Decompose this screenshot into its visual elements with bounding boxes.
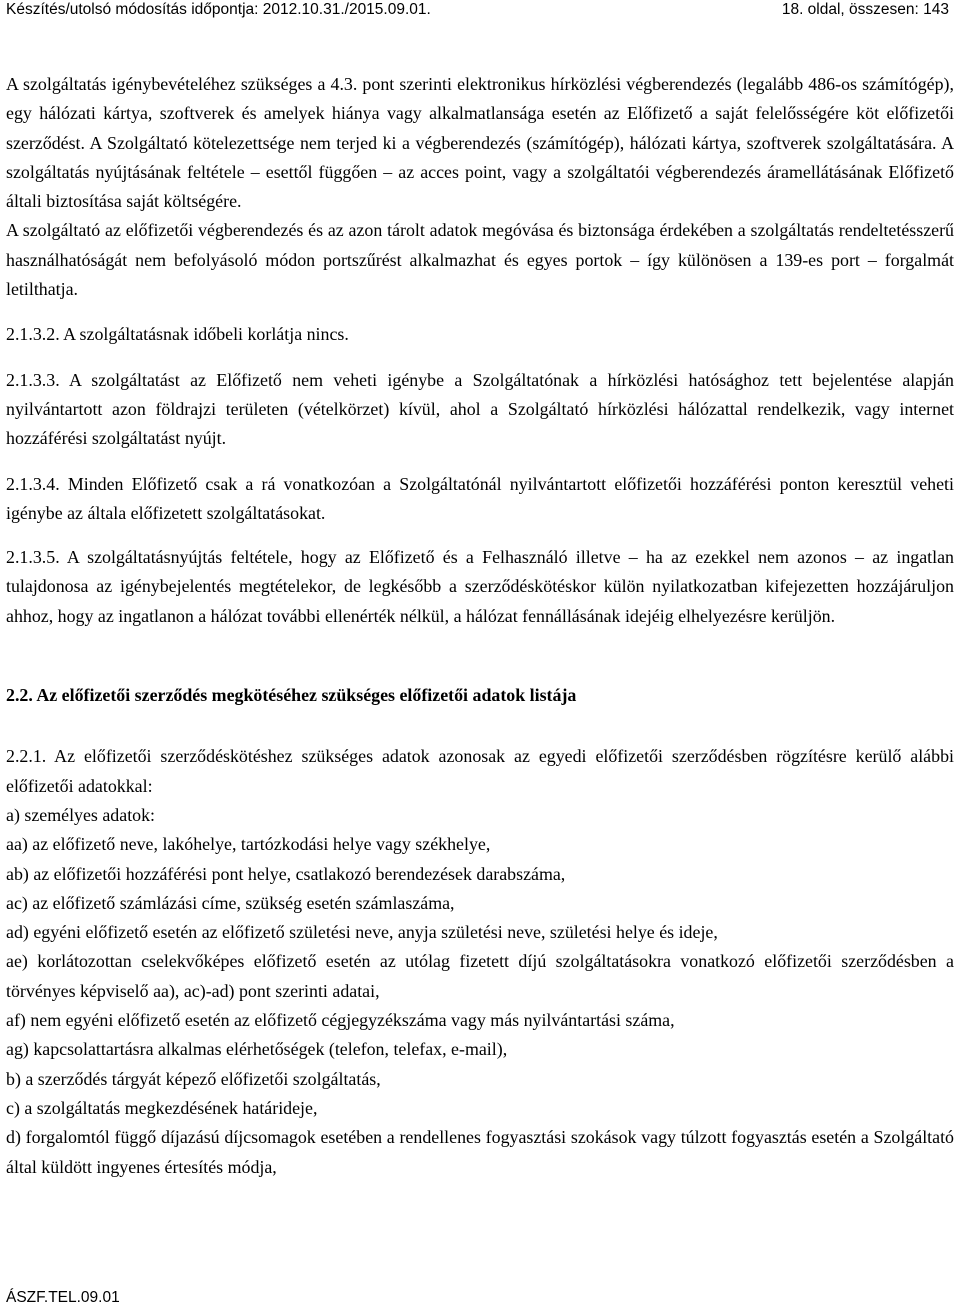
- paragraph-2-2-1: 2.2.1. Az előfizetői szerződéskötéshez szükséges adatok azonosak az egyedi előfizetői szerződésben rögzítésre kerülő alábbi előfizetői adatokkal:: [6, 746, 954, 796]
- list-item: ac) az előfizető számlázási címe, szükség esetén számlaszáma,: [6, 892, 455, 913]
- list-item: ad) egyéni előfizető esetén az előfizető születési neve, anyja születési neve, születési helye és ideje,: [6, 922, 718, 943]
- section-heading-2-2: 2.2. Az előfizetői szerződés megkötéséhez szükséges előfizetői adatok listája: [6, 685, 577, 706]
- list-item: a) személyes adatok:: [6, 804, 156, 825]
- paragraph-port-filtering: A szolgáltató az előfizetői végberendezés és az azon tárolt adatok megóvása és biztonsága érdekében a szolgáltatás rendeltetésszerű használhatóságát nem befolyásoló módon portszűrést alkalmazhat és egyes portok – így különösen a 139-es port – forgalmát letilthatja.: [6, 220, 954, 300]
- paragraph-2-1-3-3: 2.1.3.3. A szolgáltatást az Előfizető nem veheti igénybe a Szolgáltatónak a hírközlési hatósághoz tett bejelentése alapján nyilvántartott azon földrajzi területen (vételkörzet) kívül, ahol a Szolgáltató hírközlési hálózattal rendelkezik, vagy internet hozzáférési szolgáltatást nyújt.: [6, 369, 954, 449]
- list-item: aa) az előfizető neve, lakóhelye, tartózkodási helye vagy székhelye,: [6, 834, 491, 855]
- list-item: ab) az előfizetői hozzáférési pont helye, csatlakozó berendezések darabszáma,: [6, 863, 566, 884]
- list-item: af) nem egyéni előfizető esetén az előfizető cégjegyzékszáma vagy más nyilvántartási száma,: [6, 1010, 675, 1031]
- document-code-footer: ÁSZF.TEL.09.01: [6, 1289, 120, 1306]
- list-item: d) forgalomtól függő díjazású díjcsomagok esetében a rendellenes fogyasztási szokások vagy túlzott fogyasztás esetén a Szolgáltató által küldött ingyenes értesítés módja,: [6, 1127, 954, 1177]
- paragraph-2-1-3-4: 2.1.3.4. Minden Előfizető csak a rá vonatkozóan a Szolgáltatónál nyilvántartott előfizetői hozzáférési ponton keresztül veheti igénybe az általa előfizetett szolgáltatásokat.: [6, 473, 954, 523]
- list-item: ag) kapcsolattartásra alkalmas elérhetőségek (telefon, telefax, e-mail),: [6, 1039, 508, 1060]
- modification-date: Készítés/utolsó módosítás időpontja: 2012.10.31./2015.09.01.: [6, 1, 431, 18]
- page-header: [6, 0, 953, 20]
- list-item: c) a szolgáltatás megkezdésének határideje,: [6, 1097, 318, 1118]
- paragraph-2-1-3-2: 2.1.3.2. A szolgáltatásnak időbeli korlátja nincs.: [6, 324, 349, 345]
- paragraph-2-1-3-5: 2.1.3.5. A szolgáltatásnyújtás feltétele, hogy az Előfizető és a Felhasználó illetve – ha az ezekkel nem azonos – az ingatlan tulajdonosa az igénybejelentés megtételekor, de legkésőbb a szerződéskötéskor külön nyilatkozatban kifejezetten hozzájáruljon ahhoz, hogy az ingatlanon a hálózat további ellenérték nélkül, a hálózat fennállásának idejéig elhelyezésre kerüljön.: [6, 547, 954, 626]
- list-item: ae) korlátozottan cselekvőképes előfizető esetén az utólag fizetett díjú szolgáltatásokra vonatkozó előfizetői szerződésben a törvényes képviselő aa), ac)-ad) pont szerinti adatai,: [6, 951, 954, 1001]
- list-item: b) a szerződés tárgyát képező előfizetői szolgáltatás,: [6, 1068, 381, 1089]
- document-body: [6, 70, 954, 1182]
- page-number: 18. oldal, összesen: 143: [781, 1, 949, 18]
- paragraph-equipment: A szolgáltatás igénybevételéhez szükséges a 4.3. pont szerinti elektronikus hírközlési végberendezés (legalább 486-os számítógép), egy hálózati kártya, szoftverek és amelyek hiánya vagy alkalmatlansága esetén az Előfizető a saját felelősségére köt előfizetői szerződést. A Szolgáltató kötelezettsége nem terjed ki a végberendezés (számítógép), hálózati kártya, szoftverek szolgáltatására. A szolgáltatás nyújtásának feltétele – esettől függően – az acces point, vagy a szolgáltatói végberendezés áramellátásának Előfizető általi biztosítása saját költségére.: [6, 74, 954, 212]
